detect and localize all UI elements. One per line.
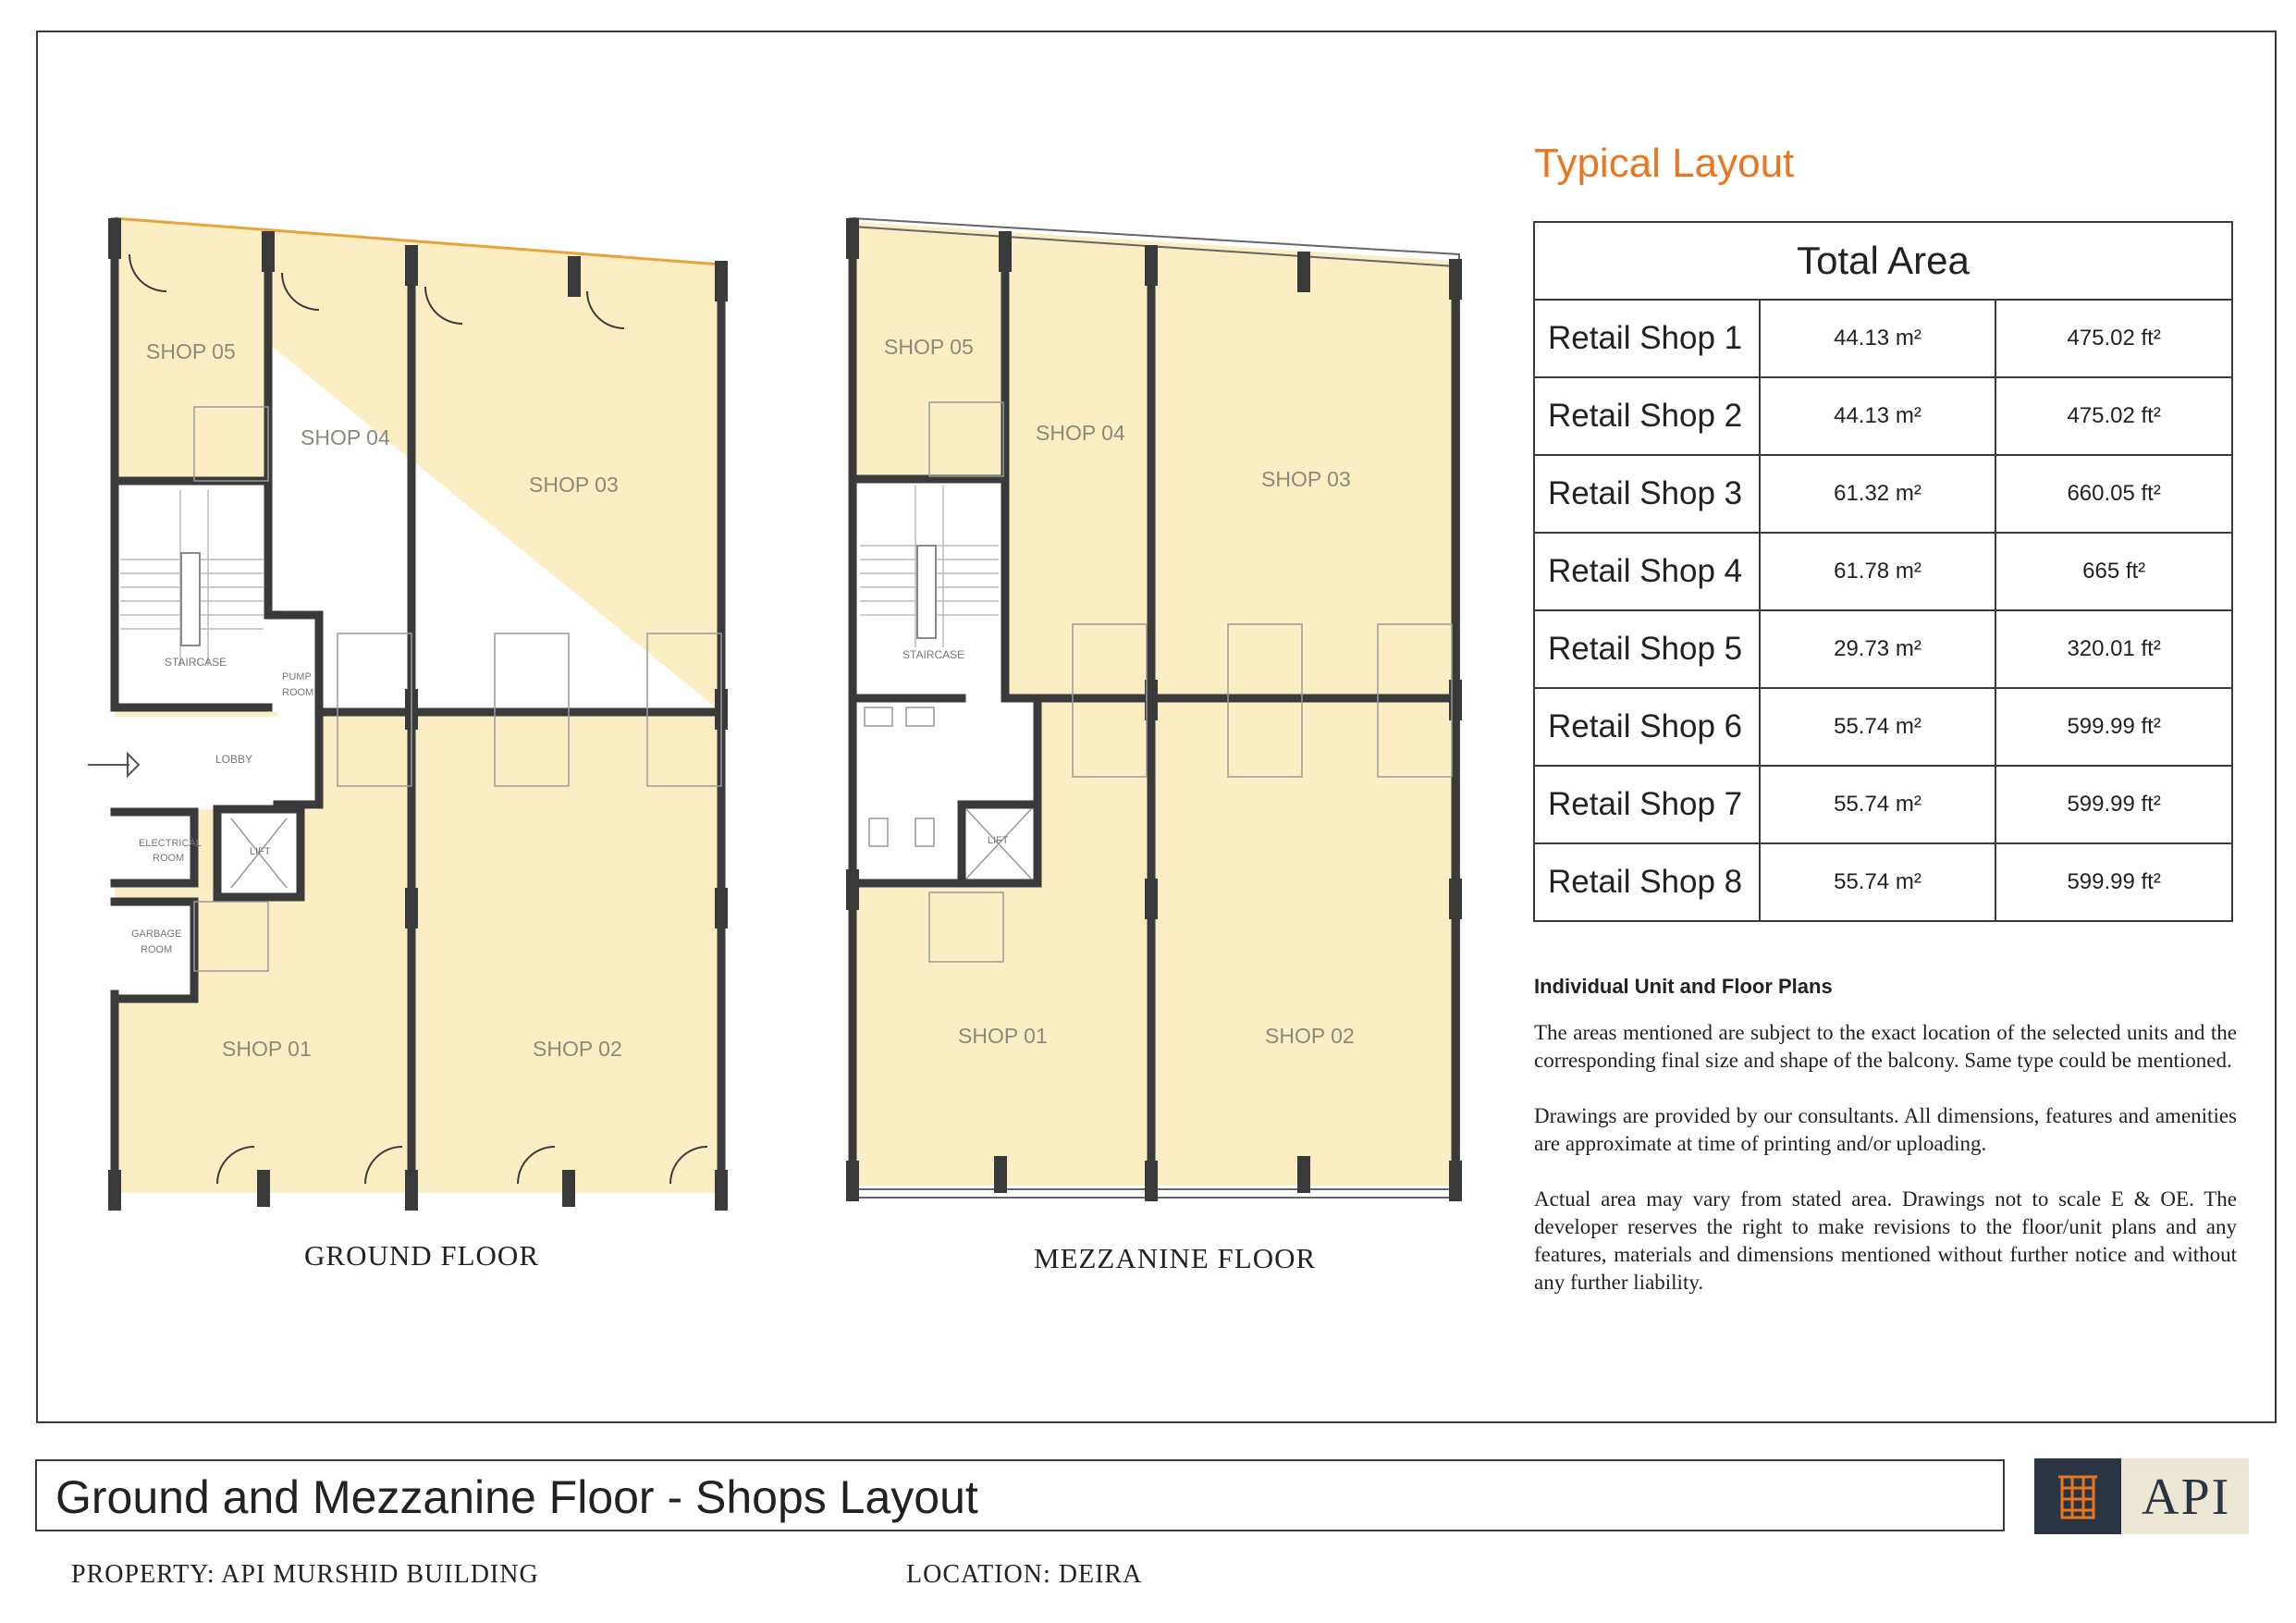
area-m2: 29.73 m²	[1760, 610, 1996, 688]
mezzanine-floor-plan	[846, 218, 1462, 1201]
ground-label-shop04: SHOP 04	[301, 425, 390, 449]
shop-name: Retail Shop 4	[1534, 533, 1760, 610]
table-row	[1534, 843, 2232, 921]
area-ft2: 320.01 ft²	[1995, 610, 2232, 688]
mezz-label-lift: LIFT	[988, 835, 1009, 846]
logo-text: API	[2142, 1469, 2231, 1526]
ground-floor-plan	[88, 218, 728, 1211]
ground-label-shop01: SHOP 01	[222, 1037, 312, 1061]
mezz-label-shop05: SHOP 05	[884, 335, 974, 359]
table-row	[1534, 766, 2232, 843]
ground-label-garbage-2: ROOM	[141, 944, 173, 955]
area-m2: 44.13 m²	[1760, 300, 1996, 377]
area-ft2: 599.99 ft²	[1995, 766, 2232, 843]
area-ft2: 475.02 ft²	[1995, 377, 2232, 455]
shop-name: Retail Shop 5	[1534, 610, 1760, 688]
table-row	[1534, 455, 2232, 533]
area-m2: 55.74 m²	[1760, 766, 1996, 843]
ground-label-pump-2: ROOM	[282, 687, 314, 698]
area-ft2: 665 ft²	[1995, 533, 2232, 610]
area-ft2: 475.02 ft²	[1995, 300, 2232, 377]
title-bar	[35, 1459, 2005, 1531]
notes-paragraph: The areas mentioned are subject to the exact location of the selected units and the corresponding final size and shape of the balcony. Same type could be mentioned.	[1534, 1021, 2237, 1072]
notes-paragraph: Drawings are provided by our consultants. All dimensions, features and amenities are approximate at time of printing and/or uploading.	[1534, 1104, 2237, 1155]
ground-label-shop02: SHOP 02	[533, 1037, 622, 1061]
shop-name: Retail Shop 6	[1534, 688, 1760, 766]
shop-name: Retail Shop 2	[1534, 377, 1760, 455]
area-ft2: 660.05 ft²	[1995, 455, 2232, 533]
ground-label-shop05: SHOP 05	[146, 339, 236, 363]
area-table-header-row	[1534, 222, 2232, 300]
ground-label-electrical-1: ELECTRICAL	[139, 838, 202, 849]
area-m2: 44.13 m²	[1760, 377, 1996, 455]
area-m2: 61.78 m²	[1760, 533, 1996, 610]
table-row	[1534, 533, 2232, 610]
table-row	[1534, 300, 2232, 377]
shop-name: Retail Shop 7	[1534, 766, 1760, 843]
mezz-label-shop04: SHOP 04	[1036, 421, 1125, 445]
mezz-label-shop03: SHOP 03	[1261, 467, 1351, 491]
shop-name: Retail Shop 8	[1534, 843, 1760, 921]
ground-label-shop03: SHOP 03	[529, 473, 619, 497]
ground-label-electrical-2: ROOM	[153, 853, 185, 864]
building-icon	[2034, 1458, 2121, 1534]
ground-label-pump-1: PUMP	[282, 671, 312, 682]
mezz-label-staircase: STAIRCASE	[902, 648, 965, 661]
notes-paragraph: Actual area may vary from stated area. Drawings not to scale E & OE. The developer reserves the right to make revisions to the floor/unit plans and any features, materials and dimensions mentioned without further notice and without any further liability.	[1534, 1187, 2237, 1294]
table-row	[1534, 688, 2232, 766]
footer-property: PROPERTY: API MURSHID BUILDING	[71, 1560, 539, 1589]
notes-block	[1534, 973, 2237, 1324]
area-m2: 55.74 m²	[1760, 688, 1996, 766]
table-row	[1534, 377, 2232, 455]
footer-location: LOCATION: DEIRA	[906, 1560, 1143, 1589]
area-ft2: 599.99 ft²	[1995, 688, 2232, 766]
page-title: Ground and Mezzanine Floor - Shops Layout	[55, 1471, 978, 1523]
mezzanine-floor-caption: MEZZANINE FLOOR	[1034, 1242, 1317, 1274]
ground-label-staircase: STAIRCASE	[165, 656, 227, 669]
section-title: Typical Layout	[1534, 141, 1795, 186]
ground-label-lobby: LOBBY	[215, 753, 253, 766]
ground-floor-caption: GROUND FLOOR	[304, 1239, 539, 1272]
mezz-label-shop01: SHOP 01	[958, 1024, 1048, 1048]
api-logo	[2034, 1458, 2249, 1534]
area-table-header: Total Area	[1534, 222, 2232, 300]
shop-name: Retail Shop 1	[1534, 300, 1760, 377]
shop-name: Retail Shop 3	[1534, 455, 1760, 533]
area-m2: 61.32 m²	[1760, 455, 1996, 533]
area-table	[1533, 221, 2233, 922]
table-row	[1534, 610, 2232, 688]
area-ft2: 599.99 ft²	[1995, 843, 2232, 921]
ground-label-garbage-1: GARBAGE	[131, 928, 182, 940]
mezz-label-shop02: SHOP 02	[1265, 1024, 1355, 1048]
area-m2: 55.74 m²	[1760, 843, 1996, 921]
ground-label-lift: LIFT	[250, 846, 271, 857]
notes-heading: Individual Unit and Floor Plans	[1534, 975, 1833, 998]
